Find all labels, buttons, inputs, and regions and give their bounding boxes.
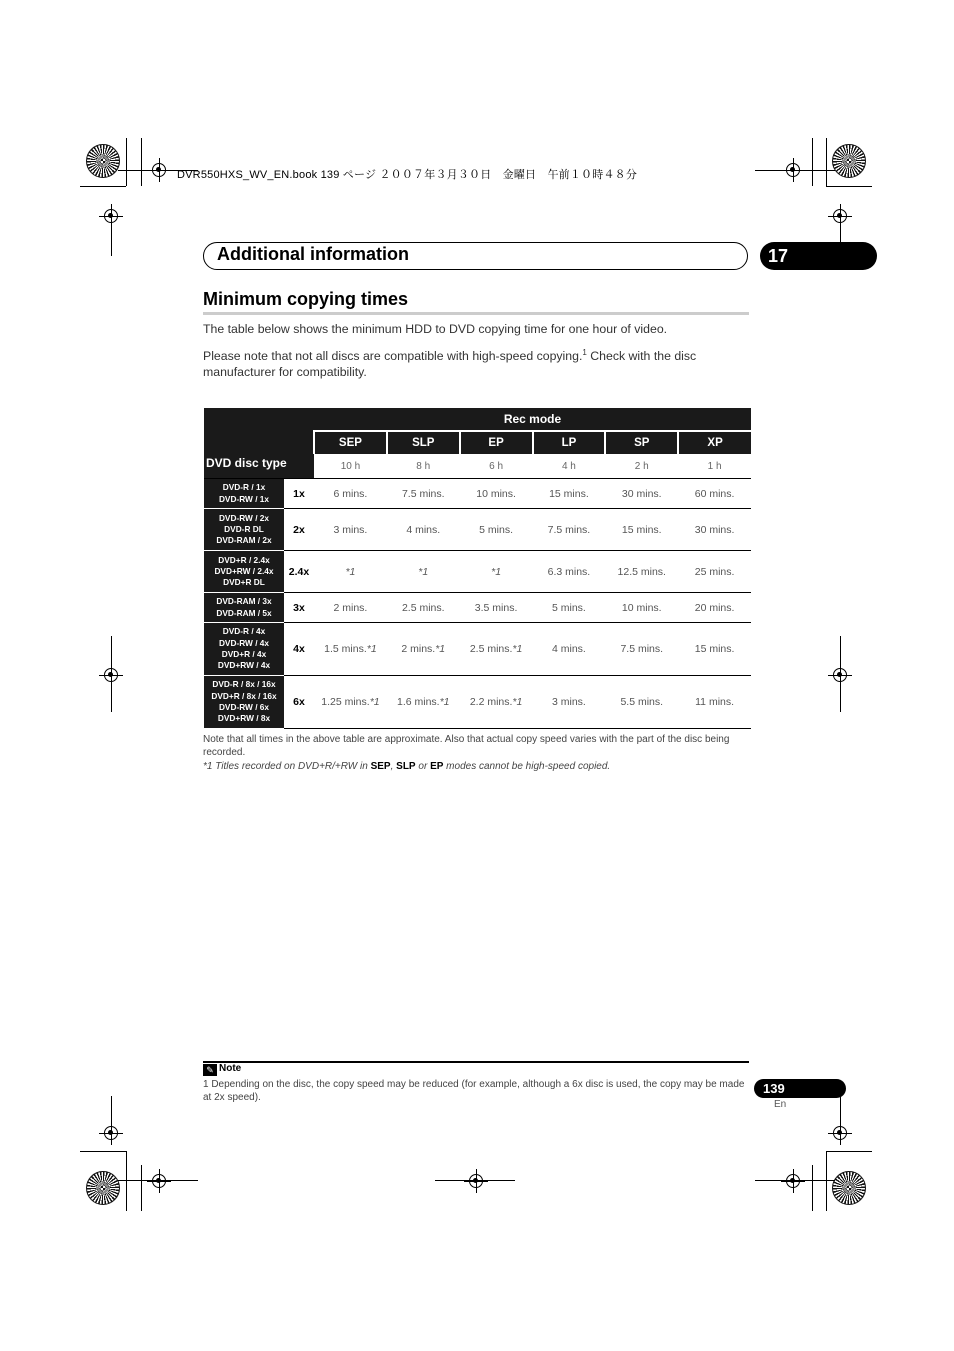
table-row <box>204 623 751 676</box>
dvd-disc-type-header: DVD disc type <box>204 408 314 479</box>
footnote-ref: 1 <box>582 348 587 357</box>
copy-time-value: 1.25 mins. <box>321 696 370 708</box>
copy-time-cell: 10 mins. <box>460 479 533 509</box>
disc-type-label: DVD-RW / 4x <box>218 637 270 648</box>
copy-time-cell: 30 mins. <box>678 509 751 551</box>
footnote-mark: *1 <box>366 643 377 655</box>
disc-type-label: DVD-R DL <box>224 523 264 534</box>
chapter-title: Additional information <box>217 244 409 264</box>
high-speed-note <box>203 760 751 773</box>
crosshair-target-icon <box>786 1174 800 1188</box>
crosshair-target-icon <box>104 209 118 223</box>
compatibility-text-rest: Check with the disc manufacturer for compatibility. <box>203 349 697 380</box>
disc-type-label: DVD-R / 1x <box>222 482 266 493</box>
copy-time-cell: 25 mins. <box>678 551 751 593</box>
compatibility-paragraph <box>203 345 751 380</box>
mode-header: EP <box>460 431 533 454</box>
note-or: or <box>415 761 431 772</box>
copy-time-cell: *1 <box>387 551 460 593</box>
copy-time-cell <box>314 623 387 676</box>
mode-header: SP <box>605 431 678 454</box>
mode-header: SEP <box>314 431 387 454</box>
disc-type-label: DVD-RW / 1x <box>218 493 270 504</box>
copy-time-cell: 30 mins. <box>605 479 678 509</box>
registration-wheel-icon <box>832 144 866 178</box>
note-mode-slp: SLP <box>396 761 416 772</box>
disc-type-label: DVD-RAM / 5x <box>216 607 272 618</box>
table-row <box>204 551 751 593</box>
copy-time-cell: 15 mins. <box>533 479 606 509</box>
disc-speed-cell: 6x <box>284 676 314 729</box>
copy-time-value: 1.5 mins. <box>324 643 367 655</box>
copy-time-cell: 7.5 mins. <box>387 479 460 509</box>
disc-speed-cell: 3x <box>284 593 314 623</box>
table-row <box>204 593 751 623</box>
footnote-mark: *1 <box>439 696 450 708</box>
disc-type-label: DVD-RW / 6x <box>218 702 270 712</box>
copy-time-value: 2 mins. <box>401 643 436 655</box>
copy-time-cell: 6.3 mins. <box>533 551 606 593</box>
disc-type-label: DVD-RAM / 3x <box>216 596 272 607</box>
mode-header: SLP <box>387 431 460 454</box>
copy-time-value: 1.6 mins. <box>396 696 440 708</box>
copy-time-cell: 7.5 mins. <box>533 509 606 551</box>
note-prefix: *1 Titles recorded on DVD+R/+RW in <box>203 761 371 772</box>
table-row <box>204 479 751 509</box>
disc-types-cell <box>204 479 284 509</box>
copy-time-cell <box>387 623 460 676</box>
crosshair-target-icon <box>833 1126 847 1140</box>
disc-type-label: DVD+RW / 8x <box>217 713 271 724</box>
footnote-mark: *1 <box>512 643 523 655</box>
mode-header: LP <box>533 431 606 454</box>
disc-speed-cell: 2.4x <box>284 551 314 593</box>
mode-hours: 10 h <box>314 454 387 479</box>
rec-mode-header: Rec mode <box>314 408 751 431</box>
section-rule <box>203 312 749 315</box>
note-pencil-icon: ✎ <box>203 1064 217 1076</box>
copy-time-cell: 5.5 mins. <box>605 676 678 729</box>
disc-speed-cell: 4x <box>284 623 314 676</box>
copy-time-cell <box>460 623 533 676</box>
disc-types-cell <box>204 551 284 593</box>
note-rule <box>203 1061 749 1063</box>
note-label: Note <box>219 1063 242 1074</box>
copy-time-cell <box>460 676 533 729</box>
registration-wheel-icon <box>832 1171 866 1205</box>
copy-time-cell: 10 mins. <box>605 593 678 623</box>
table-row <box>204 676 751 729</box>
disc-type-label: DVD-RW / 2x <box>218 512 270 523</box>
copy-time-cell: 6 mins. <box>314 479 387 509</box>
copy-time-value: 2.5 mins. <box>469 643 513 655</box>
disc-type-label: DVD-R / 8x / 16x <box>212 679 276 690</box>
chapter-number-badge: 17 <box>760 242 877 270</box>
registration-wheel-icon <box>86 1171 120 1205</box>
disc-types-cell <box>204 593 284 623</box>
disc-type-label: DVD+RW / 4x <box>217 660 271 671</box>
mode-hours: 6 h <box>460 454 533 479</box>
mode-hours: 2 h <box>605 454 678 479</box>
copy-time-cell: 4 mins. <box>533 623 606 676</box>
copy-time-cell: *1 <box>314 551 387 593</box>
registration-wheel-icon <box>86 144 120 178</box>
copy-time-value: 2.2 mins. <box>469 696 513 708</box>
crosshair-target-icon <box>152 1174 166 1188</box>
copy-time-cell: 4 mins. <box>387 509 460 551</box>
mode-hours: 1 h <box>678 454 751 479</box>
copy-time-cell: 2.5 mins. <box>387 593 460 623</box>
disc-type-label: DVD-RAM / 2x <box>216 535 272 546</box>
copy-time-cell: 2 mins. <box>314 593 387 623</box>
disc-type-label: DVD+R / 8x / 16x <box>211 690 277 701</box>
compatibility-text: Please note that not all discs are compatible with high-speed copying. <box>203 349 583 364</box>
copy-time-cell: 3 mins. <box>314 509 387 551</box>
mode-hours: 4 h <box>533 454 606 479</box>
copy-time-cell <box>314 676 387 729</box>
copy-time-cell: 11 mins. <box>678 676 751 729</box>
disc-speed-cell: 1x <box>284 479 314 509</box>
copy-time-cell: 5 mins. <box>533 593 606 623</box>
disc-types-cell <box>204 676 284 729</box>
footnote-mark: *1 <box>435 643 446 655</box>
disc-type-label: DVD+R / 2.4x <box>218 554 270 565</box>
mode-hours: 8 h <box>387 454 460 479</box>
copy-time-cell: 15 mins. <box>605 509 678 551</box>
copy-times-table <box>204 408 751 729</box>
crosshair-target-icon <box>104 1126 118 1140</box>
copy-time-cell: 15 mins. <box>678 623 751 676</box>
copy-time-cell: 12.5 mins. <box>605 551 678 593</box>
disc-type-label: DVD+R DL <box>223 577 265 588</box>
table-row <box>204 509 751 551</box>
disc-speed-cell: 2x <box>284 509 314 551</box>
copy-time-cell: 3 mins. <box>533 676 606 729</box>
copy-time-cell <box>387 676 460 729</box>
note-suffix: modes cannot be high-speed copied. <box>443 761 611 772</box>
disc-type-label: DVD+R / 4x <box>221 649 267 659</box>
copy-time-cell: 5 mins. <box>460 509 533 551</box>
crosshair-target-icon <box>833 209 847 223</box>
disc-type-label: DVD+RW / 2.4x <box>214 565 274 576</box>
book-file-line: DVR550HXS_WV_EN.book 139 ページ ２００７年３月３０日 金曜日 午前１０時４８分 <box>177 169 638 181</box>
footnote-text: 1 Depending on the disc, the copy speed may be reduced (for example, although a 6x disc is used, the copy may be made at 2x speed). <box>203 1079 745 1103</box>
footnote-mark: *1 <box>369 696 380 708</box>
note-mode-ep: EP <box>430 761 444 772</box>
copy-time-cell: 60 mins. <box>678 479 751 509</box>
copy-time-cell: 7.5 mins. <box>605 623 678 676</box>
note-comma: , <box>390 761 397 772</box>
disc-types-cell <box>204 623 284 676</box>
crosshair-target-icon <box>469 1174 483 1188</box>
approx-note: Note that all times in the above table are approximate. Also that actual copy speed varies with the part of the disc being recorded. <box>203 734 730 758</box>
disc-type-label: DVD-R / 4x <box>222 626 266 637</box>
footnote-mark: *1 <box>512 696 523 708</box>
page-number-badge: 139 <box>754 1079 846 1098</box>
intro-paragraph: The table below shows the minimum HDD to DVD copying time for one hour of video. <box>203 322 668 336</box>
mode-header: XP <box>678 431 751 454</box>
copy-time-cell: 20 mins. <box>678 593 751 623</box>
copy-time-cell: *1 <box>460 551 533 593</box>
language-label: En <box>774 1099 787 1110</box>
copy-time-cell: 3.5 mins. <box>460 593 533 623</box>
disc-types-cell <box>204 509 284 551</box>
note-mode-sep: SEP <box>370 761 391 772</box>
section-title: Minimum copying times <box>203 289 409 309</box>
